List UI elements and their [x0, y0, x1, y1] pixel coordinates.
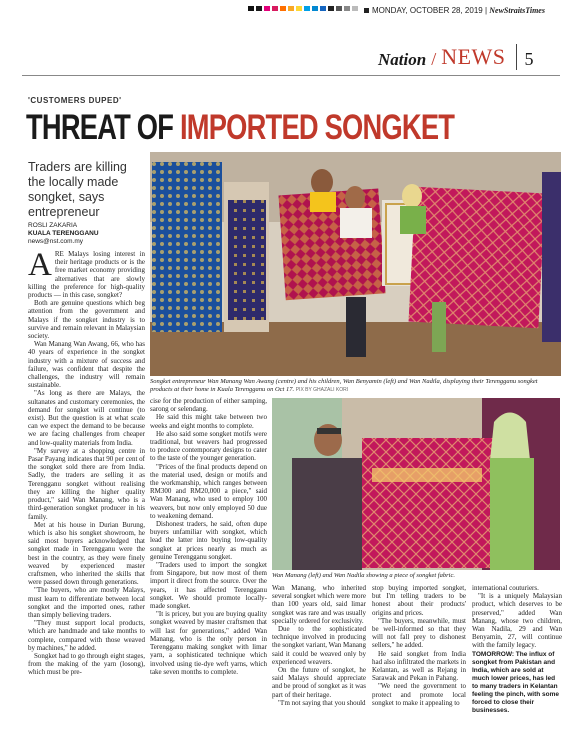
- article-paragraph: "Prices of the final products depend on the material used, design or motifs and the workmanship, which ranges between RM300 and RM20,000 a piece," said Wan Manang, who used to employ 100 weavers, but now only employed 50 due to weakening demand.: [150, 462, 267, 520]
- section-name: Nation: [378, 50, 427, 69]
- caption-text: Wan Manang (left) and Wan Nadila showing a piece of songket fabric.: [272, 572, 455, 579]
- article-paragraph: international couturiers.: [472, 584, 539, 592]
- article-paragraph: Dishonest traders, he said, often dupe buyers unfamiliar with songket, which lead the latter into buying low-quality songket at prices nearly as much as genuine Terengganu songket.: [150, 520, 267, 561]
- article-paragraph: Met at his house in Durian Burung, which is also his songket showroom, he said most buyers acknowledged that songket made in Terengganu were the best in the country, as they were finely weaved by experienced master craftsmen, who inherited the skills that were passed down through generations.: [28, 520, 145, 587]
- photo-credit: PIX BY GHAZALI KORI: [295, 386, 349, 393]
- article-paragraph: Due to the sophisticated technique involved in producing the songket variant, Wan Manang said it could be weaved only by experienced weavers.: [272, 625, 366, 666]
- article-paragraph: "My survey at a shopping centre in Pasar Payang indicates that 90 per cent of the songket sold there are from India. Sadly, the traders are selling it as Terengganu songket without realising they are killing the higher quality product," said Wan Manang, who is a third-generation songket producer in his family.: [28, 446, 145, 521]
- photo-songket-fabric: [272, 398, 560, 570]
- article-paragraph: "We need the government to protect and promote local songket to make it appealing to: [372, 682, 466, 707]
- section-header: [378, 40, 558, 70]
- page-number: 5: [524, 49, 534, 69]
- section-slash: /: [431, 49, 437, 69]
- article-paragraph: On the future of songket, he said Malays should appreciate and be proud of songket as it was part of their heritage.: [272, 666, 366, 699]
- article-column-2: [150, 397, 267, 725]
- section-news-label: NEWS: [441, 44, 506, 69]
- caption-text: Songket entrepreneur Wan Manang Wan Awang (centre) and his children, Wan Benyamin (left) and Wan Nadila, displaying their Terengganu songket products at their home in Kuala Terengganu on Oct 17.: [150, 378, 538, 393]
- article-paragraph: Songket had to go through eight stages, from the making of the yarn (losong), which must be pre-: [28, 651, 145, 677]
- photo-songket-display: [150, 152, 561, 376]
- article-paragraph: "It is a uniquely Malaysian product, which deserves to be preserved," added Wan Manang, whose two children, Wan Nadila, 29 and Wan Benyamin, 27, will continue with the family legacy.: [472, 592, 562, 650]
- article-column-3: [272, 584, 366, 725]
- article-paragraph: "The buyers, meanwhile, must be well-informed so that they will not fall prey to dishonest sellers," he added.: [372, 616, 466, 650]
- article-paragraph: Wan Manang Wan Awang, 66, who has 40 years of experience in the songket industry with a mixture of success and failure, was confident that despite the challenges, the industry will remain sustainable.: [28, 340, 145, 390]
- article-kicker: 'CUSTOMERS DUPED': [28, 96, 122, 105]
- article-paragraph: "It is pricey, but you are buying quality songket weaved by master craftsmen that will last for generations," added Wan Manang, who is the only person in Terengganu making songket with limar yarn, a sophisticated technique which involved using tie-dye weft yarns, which take seven months to complete.: [150, 610, 267, 676]
- songket-fabric-photo-image: [272, 398, 560, 570]
- masthead-dateline: MONDAY, OCTOBER 28, 2019 | NewStraitsTimes: [364, 6, 545, 15]
- tomorrow-teaser: TOMORROW: The influx of songket from Pakistan and India, which are sold at much lower prices, has led to many traders in Kelantan feeling the pinch, with some forced to close their businesses.: [472, 651, 560, 714]
- headline-part-2: IMPORTED SONGKET: [179, 108, 455, 147]
- issue-date: MONDAY, OCTOBER 28, 2019: [372, 6, 483, 15]
- byline-email: news@nst.com.my: [28, 238, 83, 245]
- article-column-4: [372, 584, 466, 725]
- article-paragraph: ARE Malays losing interest in their heritage products or is the free market economy providing alternatives that are slowly killing the preference for high-quality products — in this case, songket?: [28, 250, 145, 300]
- article-column-1: [28, 250, 145, 725]
- byline-location: KUALA TERENGGANU: [28, 230, 99, 237]
- article-paragraph: Wan Manang, who inherited several songket which were more than 100 years old, said limar songket was rare and was usually specially ordered for exclusivity.: [272, 584, 366, 625]
- article-paragraph: "Traders used to import the songket from Singapore, but now most of them import it direct from the source. Over the years, it has affected Terengganu songket. We should promote locally-made songket.: [150, 561, 267, 611]
- article-paragraph: "The buyers, who are mostly Malays, must learn to differentiate between local songket and the imported ones, rather than simply believing traders.: [28, 586, 145, 619]
- article-paragraph: He said songket from India had also infiltrated the markets in Kelantan, as well as Rejang in Sarawak and Pekan in Pahang.: [372, 649, 466, 683]
- article-byline: [28, 222, 99, 246]
- article-paragraph: cise for the production of either samping, sarong or selendang.: [150, 397, 267, 414]
- print-colorbar: [248, 6, 360, 11]
- article-standfirst: Traders are killing the locally made songket, says entrepreneur: [28, 160, 127, 219]
- headline-part-1: THREAT OF: [26, 108, 180, 147]
- header-rule: [22, 75, 560, 76]
- byline-author: ROSLI ZAKARIA: [28, 222, 78, 229]
- article-paragraph: stop buying imported songket, but I'm telling traders to be honest about their products' origins and prices.: [372, 584, 466, 617]
- article-headline: [26, 108, 455, 148]
- drop-cap: A: [28, 250, 52, 283]
- article-paragraph: "They must support local products, which are handmade and take months to complete, compared with those weaved by machines," he added.: [28, 619, 145, 652]
- article-column-5: [472, 584, 562, 650]
- article-paragraph: Both are genuine questions which beg attention from the government and Malays if the songket industry is to survive and remain relevant in Malaysian society.: [28, 299, 145, 341]
- photo-caption-1: [150, 378, 560, 395]
- square-bullet-icon: [364, 8, 369, 13]
- photo-caption-2: [272, 572, 560, 580]
- songket-display-photo-image: [150, 152, 561, 376]
- article-paragraph: He also said some songket motifs were traditional, but weavers had progressed to produce contemporary designs to cater to the taste of the younger generation.: [150, 429, 267, 463]
- newspaper-brand: NewStraitsTimes: [489, 6, 545, 15]
- article-paragraph: He said this might take between two weeks and eight months to complete.: [150, 413, 267, 430]
- article-paragraph: "I'm not saying that you should: [278, 698, 366, 707]
- article-paragraph: "As long as there are Malays, the sultanates and customary ceremonies, the demand for songket will continue (to exist). But the question is at what scale can we expect the demand to be because we are facing challenges from cheaper and low-quality materials from India.: [28, 389, 145, 447]
- section-divider: [516, 44, 517, 70]
